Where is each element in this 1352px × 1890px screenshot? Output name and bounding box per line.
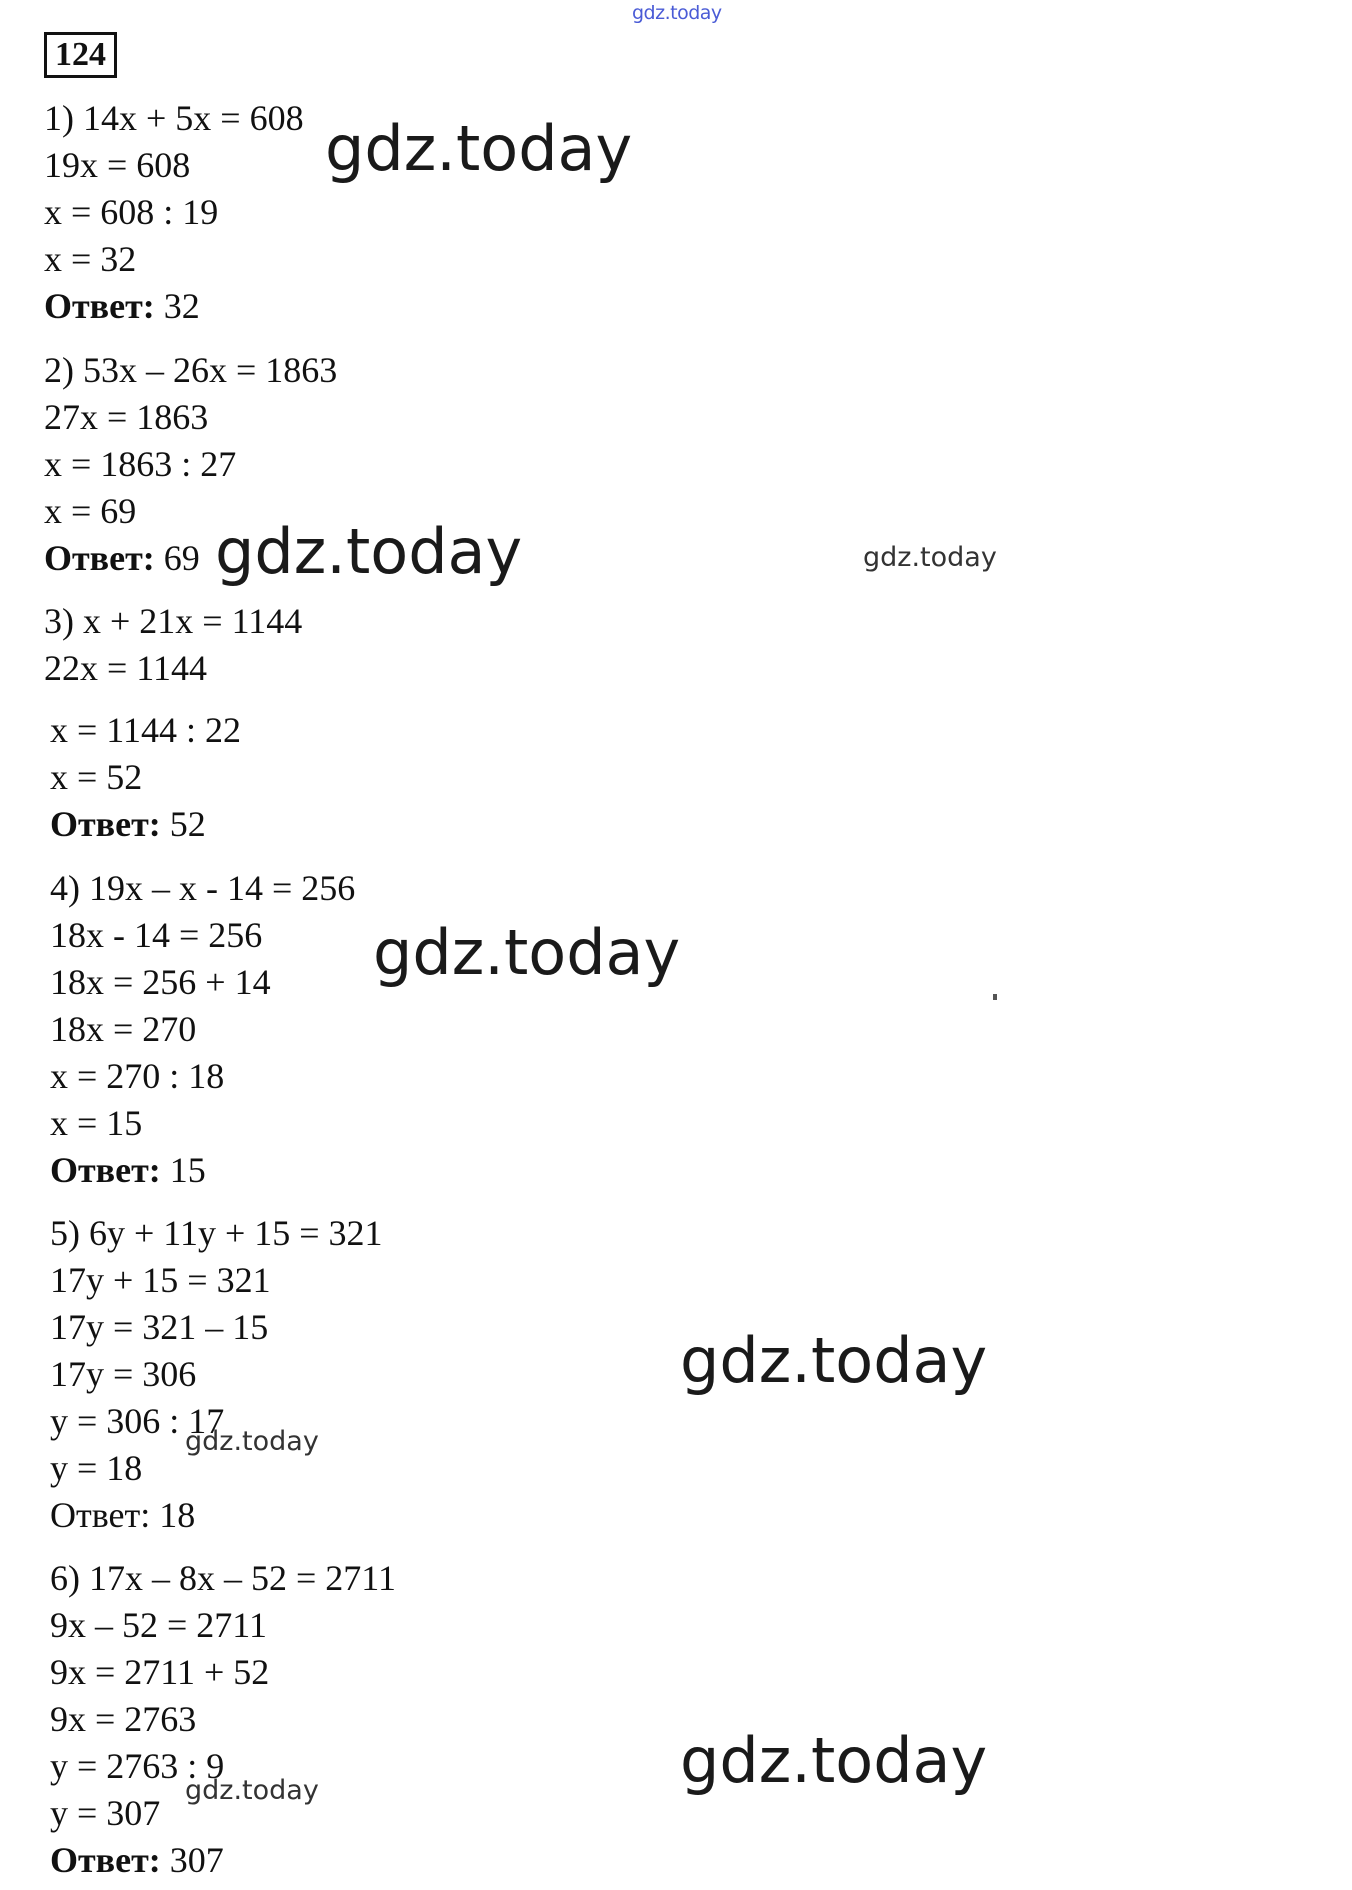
watermark-3: gdz.today (863, 542, 997, 573)
watermark-5: gdz.today (680, 1324, 988, 1397)
problem-1-line-1: 1) 14x + 5x = 608 (44, 98, 304, 138)
problem-2-line-3: x = 1863 : 27 (44, 444, 237, 484)
problem-6-line-3: 9x = 2711 + 52 (50, 1652, 270, 1692)
problem-1-line-4: x = 32 (44, 239, 137, 279)
problem-6-line-1: 6) 17x – 8x – 52 = 2711 (50, 1558, 396, 1598)
problem-6-line-2: 9x – 52 = 2711 (50, 1605, 267, 1645)
problem-4-line-6: x = 15 (50, 1103, 143, 1143)
problem-3-line-1: 3) x + 21x = 1144 (44, 601, 303, 641)
problem-6-answer (50, 1842, 224, 1878)
problem-4-line-5: x = 270 : 18 (50, 1056, 225, 1096)
problem-3-line-4: x = 52 (50, 757, 143, 797)
problem-6-line-6: y = 307 (50, 1793, 161, 1833)
task-number: 124 (44, 32, 117, 78)
problem-2-line-1: 2) 53x – 26x = 1863 (44, 350, 338, 390)
problem-1-line-3: x = 608 : 19 (44, 192, 219, 232)
answer-value: 307 (169, 1840, 224, 1880)
watermark-8: gdz.today (185, 1775, 319, 1806)
watermark-1: gdz.today (325, 112, 633, 185)
problem-5-line-6: y = 18 (50, 1448, 143, 1488)
answer-value: 52 (169, 804, 206, 844)
problem-6-line-4: 9x = 2763 (50, 1699, 197, 1739)
problem-4-line-1: 4) 19x – x - 14 = 256 (50, 868, 356, 908)
answer-value: 32 (163, 286, 200, 326)
problem-4-line-4: 18x = 270 (50, 1009, 197, 1049)
answer-label: Ответ: (50, 1840, 161, 1880)
problem-3-answer (50, 806, 206, 842)
watermark-7: gdz.today (680, 1724, 988, 1797)
problem-5-line-3: 17y = 321 – 15 (50, 1307, 269, 1347)
problem-3-line-3: x = 1144 : 22 (50, 710, 241, 750)
problem-6-line-5: y = 2763 : 9 (50, 1746, 225, 1786)
answer-label: Ответ: (44, 538, 155, 578)
problem-4-line-2: 18x - 14 = 256 (50, 915, 263, 955)
problem-4-line-3: 18x = 256 + 14 (50, 962, 271, 1002)
problem-5-line-4: 17y = 306 (50, 1354, 197, 1394)
watermark-2: gdz.today (215, 515, 523, 588)
scan-speck (993, 994, 997, 1000)
answer-label: Ответ: (50, 1495, 151, 1535)
problem-5-line-1: 5) 6y + 11y + 15 = 321 (50, 1213, 383, 1253)
problem-2-line-2: 27x = 1863 (44, 397, 209, 437)
problem-2-answer (44, 540, 200, 576)
problem-4-answer (50, 1152, 206, 1188)
problem-3-line-2: 22x = 1144 (44, 648, 207, 688)
answer-label: Ответ: (50, 1150, 161, 1190)
answer-value: 18 (159, 1495, 196, 1535)
problem-5-line-5: y = 306 : 17 (50, 1401, 225, 1441)
watermark-4: gdz.today (373, 916, 681, 989)
problem-1-answer (44, 288, 200, 324)
watermark-6: gdz.today (185, 1426, 319, 1457)
problem-5-line-2: 17y + 15 = 321 (50, 1260, 271, 1300)
top-watermark: gdz.today (632, 2, 722, 24)
answer-label: Ответ: (50, 804, 161, 844)
answer-value: 69 (163, 538, 200, 578)
answer-label: Ответ: (44, 286, 155, 326)
problem-5-answer (50, 1497, 195, 1533)
problem-1-line-2: 19x = 608 (44, 145, 191, 185)
answer-value: 15 (169, 1150, 206, 1190)
problem-2-line-4: x = 69 (44, 491, 137, 531)
